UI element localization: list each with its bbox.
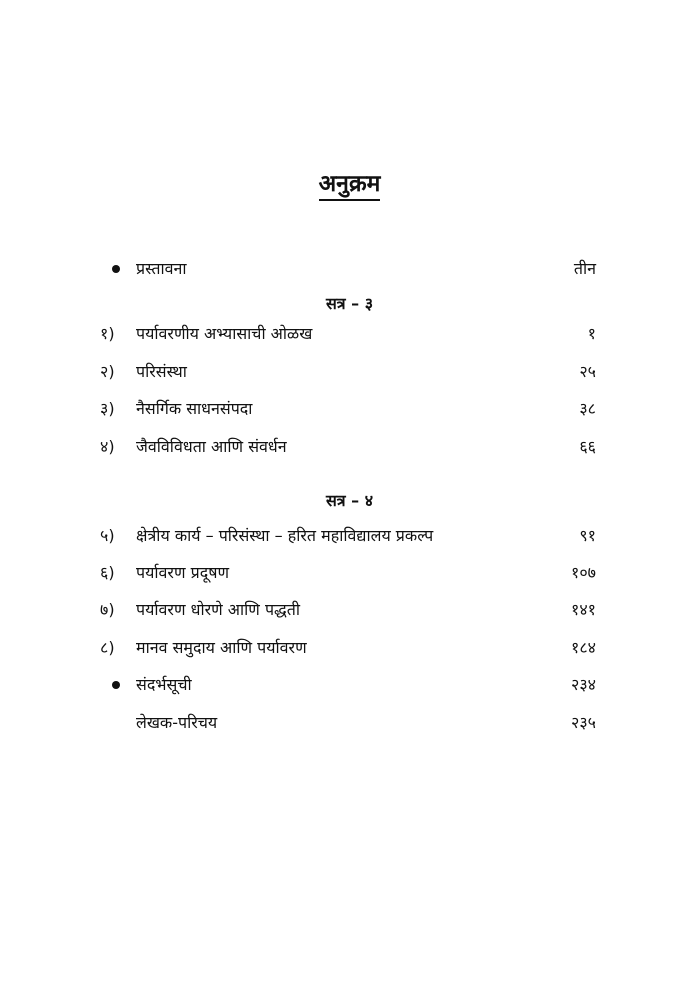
toc-entry-label: मानव समुदाय आणि पर्यावरण bbox=[136, 638, 307, 657]
toc-entry-page: २५ bbox=[579, 362, 596, 381]
toc-entry-number: ७) bbox=[100, 600, 115, 619]
toc-entry-page: ३८ bbox=[579, 399, 596, 418]
section-heading-4: सत्र – ४ bbox=[325, 491, 374, 510]
toc-entry-label: क्षेत्रीय कार्य – परिसंस्था – हरित महाविद्यालय प्रकल्प bbox=[136, 526, 434, 545]
toc-entry-page: ६६ bbox=[579, 437, 596, 456]
toc-entry-label: जैवविविधता आणि संवर्धन bbox=[136, 437, 287, 456]
toc-entry-page: १ bbox=[587, 324, 596, 343]
toc-entry-number: ८) bbox=[100, 638, 115, 657]
toc-entry-page: २३४ bbox=[571, 675, 596, 694]
page-title bbox=[0, 166, 699, 201]
toc-entry-number: ६) bbox=[100, 563, 115, 582]
toc-entry-4[interactable] bbox=[0, 434, 699, 460]
bullet-icon bbox=[112, 681, 120, 689]
toc-entry-number: ५) bbox=[100, 526, 115, 545]
toc-entry-1[interactable] bbox=[0, 321, 699, 347]
toc-entry-label: पर्यावरण प्रदूषण bbox=[136, 563, 230, 582]
toc-entry-page: २३५ bbox=[571, 713, 596, 732]
toc-entry-label: प्रस्तावना bbox=[136, 259, 187, 278]
toc-entry-label: परिसंस्था bbox=[136, 362, 187, 381]
toc-entry-page: तीन bbox=[573, 259, 596, 278]
toc-entry-author-intro[interactable] bbox=[0, 710, 699, 736]
toc-entry-label: पर्यावरण धोरणे आणि पद्धती bbox=[136, 600, 301, 619]
toc-entry-7[interactable] bbox=[0, 597, 699, 623]
toc-entry-page: १४१ bbox=[571, 600, 596, 619]
toc-entry-page: ९१ bbox=[579, 526, 596, 545]
toc-entry-preface[interactable] bbox=[0, 256, 699, 282]
toc-entry-5[interactable] bbox=[0, 523, 699, 549]
section-heading-3: सत्र – ३ bbox=[325, 294, 374, 313]
toc-entry-label: संदर्भसूची bbox=[136, 675, 192, 694]
toc-entry-label: पर्यावरणीय अभ्यासाची ओळख bbox=[136, 324, 313, 343]
toc-entry-number: १) bbox=[100, 324, 115, 343]
toc-entry-number: २) bbox=[100, 362, 115, 381]
toc-entry-number: ४) bbox=[100, 437, 115, 456]
toc-entry-label: नैसर्गिक साधनसंपदा bbox=[136, 399, 253, 418]
bullet-icon bbox=[112, 265, 120, 273]
toc-entry-page: १०७ bbox=[571, 563, 596, 582]
toc-entry-3[interactable] bbox=[0, 396, 699, 422]
toc-entry-page: १८४ bbox=[571, 638, 596, 657]
toc-entry-label: लेखक-परिचय bbox=[136, 713, 218, 732]
toc-entry-6[interactable] bbox=[0, 560, 699, 586]
page-title-text: अनुक्रम bbox=[319, 166, 381, 201]
toc-entry-8[interactable] bbox=[0, 635, 699, 661]
toc-entry-number: ३) bbox=[100, 399, 115, 418]
toc-entry-2[interactable] bbox=[0, 359, 699, 385]
toc-entry-bibliography[interactable] bbox=[0, 672, 699, 698]
